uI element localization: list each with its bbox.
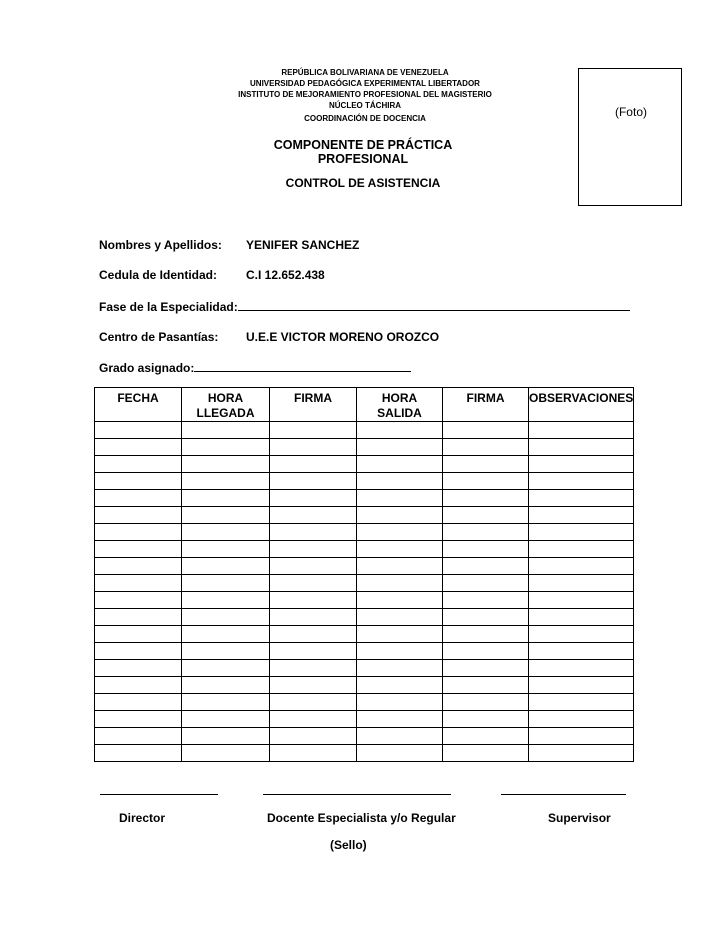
col-header-signature-2: FIRMA — [443, 388, 529, 422]
id-label: Cedula de Identidad: — [99, 268, 218, 282]
table-cell[interactable] — [357, 728, 443, 745]
table-cell[interactable] — [443, 524, 529, 541]
table-cell[interactable] — [270, 422, 357, 439]
table-cell[interactable] — [357, 609, 443, 626]
table-row — [95, 558, 634, 575]
table-cell[interactable] — [270, 711, 357, 728]
id-value: C.I 12.652.438 — [246, 268, 325, 282]
table-cell[interactable] — [95, 490, 182, 507]
attendance-table — [94, 387, 634, 762]
table-cell[interactable] — [357, 558, 443, 575]
table-cell[interactable] — [357, 575, 443, 592]
table-cell[interactable] — [182, 694, 270, 711]
phase-field — [99, 299, 630, 314]
grade-label: Grado asignado: — [99, 361, 195, 375]
table-cell[interactable] — [95, 660, 182, 677]
header-coordination: COORDINACIÓN DE DOCENCIA — [304, 114, 426, 123]
table-cell[interactable] — [182, 728, 270, 745]
col-header-arrival — [182, 388, 270, 422]
table-cell[interactable] — [270, 541, 357, 558]
table-cell[interactable] — [182, 490, 270, 507]
table-cell[interactable] — [529, 575, 634, 592]
table-cell[interactable] — [182, 507, 270, 524]
table-cell[interactable] — [182, 456, 270, 473]
table-cell[interactable] — [270, 677, 357, 694]
table-cell[interactable] — [270, 524, 357, 541]
table-cell[interactable] — [270, 728, 357, 745]
col-header-date: FECHA — [95, 388, 182, 422]
table-cell[interactable] — [529, 541, 634, 558]
table-cell[interactable] — [95, 422, 182, 439]
table-cell[interactable] — [357, 439, 443, 456]
table-cell[interactable] — [95, 609, 182, 626]
table-cell[interactable] — [182, 422, 270, 439]
table-cell[interactable] — [182, 745, 270, 762]
table-cell[interactable] — [270, 643, 357, 660]
table-cell[interactable] — [357, 524, 443, 541]
table-cell[interactable] — [357, 643, 443, 660]
seal-label: (Sello) — [330, 838, 367, 852]
table-cell[interactable] — [182, 541, 270, 558]
table-cell[interactable] — [95, 745, 182, 762]
table-cell[interactable] — [529, 592, 634, 609]
table-cell[interactable] — [357, 592, 443, 609]
table-cell[interactable] — [357, 660, 443, 677]
table-cell[interactable] — [357, 473, 443, 490]
table-cell[interactable] — [95, 507, 182, 524]
table-cell[interactable] — [270, 473, 357, 490]
table-row — [95, 694, 634, 711]
center-label: Centro de Pasantías: — [99, 330, 219, 344]
table-cell[interactable] — [529, 660, 634, 677]
table-cell[interactable] — [357, 677, 443, 694]
table-cell[interactable] — [529, 456, 634, 473]
table-cell[interactable] — [357, 422, 443, 439]
table-cell[interactable] — [95, 541, 182, 558]
table-row — [95, 609, 634, 626]
table-row — [95, 473, 634, 490]
table-cell[interactable] — [95, 694, 182, 711]
table-cell[interactable] — [270, 439, 357, 456]
col-header-departure-text: HORA SALIDA — [377, 391, 422, 420]
table-cell[interactable] — [357, 490, 443, 507]
table-cell[interactable] — [95, 626, 182, 643]
table-cell[interactable] — [182, 677, 270, 694]
header-university: UNIVERSIDAD PEDAGÓGICA EXPERIMENTAL LIBERTADOR — [250, 79, 480, 88]
table-cell[interactable] — [443, 490, 529, 507]
table-cell[interactable] — [95, 711, 182, 728]
table-cell[interactable] — [443, 745, 529, 762]
table-cell[interactable] — [443, 439, 529, 456]
table-cell[interactable] — [443, 422, 529, 439]
teacher-label: Docente Especialista y/o Regular — [267, 811, 456, 825]
table-cell[interactable] — [529, 677, 634, 694]
table-row — [95, 745, 634, 762]
table-cell[interactable] — [529, 473, 634, 490]
table-row — [95, 677, 634, 694]
table-cell[interactable] — [443, 677, 529, 694]
table-cell[interactable] — [95, 456, 182, 473]
table-cell[interactable] — [182, 524, 270, 541]
table-cell[interactable] — [443, 456, 529, 473]
table-cell[interactable] — [95, 643, 182, 660]
table-cell[interactable] — [270, 456, 357, 473]
name-value: YENIFER SANCHEZ — [246, 238, 360, 252]
table-cell[interactable] — [529, 609, 634, 626]
table-cell[interactable] — [443, 592, 529, 609]
table-cell[interactable] — [529, 439, 634, 456]
table-cell[interactable] — [443, 643, 529, 660]
header-nucleus: NÚCLEO TÁCHIRA — [329, 101, 401, 110]
table-cell[interactable] — [529, 728, 634, 745]
header-republic: REPÚBLICA BOLIVARIANA DE VENEZUELA — [281, 68, 449, 77]
table-cell[interactable] — [182, 473, 270, 490]
table-cell[interactable] — [357, 694, 443, 711]
table-cell[interactable] — [95, 558, 182, 575]
table-row — [95, 592, 634, 609]
table-cell[interactable] — [357, 541, 443, 558]
table-cell[interactable] — [182, 609, 270, 626]
attendance-body — [95, 422, 634, 762]
col-header-arrival-text: HORA LLEGADA — [196, 391, 255, 420]
grade-blank-line[interactable] — [194, 360, 411, 372]
table-cell[interactable] — [529, 694, 634, 711]
table-row — [95, 626, 634, 643]
table-cell[interactable] — [270, 660, 357, 677]
control-title: CONTROL DE ASISTENCIA — [285, 176, 441, 190]
table-row — [95, 456, 634, 473]
col-header-signature-1: FIRMA — [270, 388, 357, 422]
table-cell[interactable] — [443, 575, 529, 592]
table-cell[interactable] — [357, 711, 443, 728]
table-cell[interactable] — [270, 745, 357, 762]
table-cell[interactable] — [182, 558, 270, 575]
table-cell[interactable] — [270, 694, 357, 711]
table-cell[interactable] — [529, 490, 634, 507]
table-cell[interactable] — [270, 507, 357, 524]
table-row — [95, 439, 634, 456]
table-cell[interactable] — [443, 694, 529, 711]
name-label: Nombres y Apellidos: — [99, 238, 222, 252]
table-cell[interactable] — [443, 558, 529, 575]
teacher-signature-line[interactable] — [263, 794, 451, 795]
table-cell[interactable] — [95, 524, 182, 541]
table-row — [95, 524, 634, 541]
phase-label: Fase de la Especialidad: — [99, 300, 238, 314]
header-institute: INSTITUTO DE MEJORAMIENTO PROFESIONAL DEL MAGISTERIO — [238, 90, 492, 99]
photo-label: (Foto) — [614, 105, 647, 119]
supervisor-signature-line[interactable] — [501, 794, 626, 795]
table-cell[interactable] — [270, 558, 357, 575]
table-cell[interactable] — [95, 677, 182, 694]
table-header-row — [95, 388, 634, 422]
table-row — [95, 660, 634, 677]
phase-blank-line[interactable] — [238, 299, 630, 311]
table-row — [95, 643, 634, 660]
table-cell[interactable] — [529, 524, 634, 541]
table-cell[interactable] — [182, 626, 270, 643]
table-cell[interactable] — [357, 745, 443, 762]
table-cell[interactable] — [529, 745, 634, 762]
table-cell[interactable] — [270, 490, 357, 507]
table-cell[interactable] — [182, 711, 270, 728]
director-label: Director — [119, 811, 166, 825]
table-cell[interactable] — [443, 711, 529, 728]
table-cell[interactable] — [270, 575, 357, 592]
table-cell[interactable] — [95, 473, 182, 490]
table-cell[interactable] — [182, 592, 270, 609]
table-cell[interactable] — [529, 558, 634, 575]
table-row — [95, 490, 634, 507]
table-cell[interactable] — [529, 422, 634, 439]
table-cell[interactable] — [443, 728, 529, 745]
supervisor-label: Supervisor — [548, 811, 611, 825]
table-cell[interactable] — [529, 643, 634, 660]
table-cell[interactable] — [182, 660, 270, 677]
table-cell[interactable] — [182, 439, 270, 456]
table-cell[interactable] — [95, 575, 182, 592]
center-value: U.E.E VICTOR MORENO OROZCO — [246, 330, 440, 344]
table-cell[interactable] — [443, 609, 529, 626]
table-cell[interactable] — [443, 507, 529, 524]
table-cell[interactable] — [443, 626, 529, 643]
table-cell[interactable] — [95, 439, 182, 456]
component-title: COMPONENTE DE PRÁCTICA PROFESIONAL — [273, 138, 453, 166]
table-cell[interactable] — [443, 473, 529, 490]
table-row — [95, 507, 634, 524]
table-cell[interactable] — [357, 456, 443, 473]
col-header-observations: OBSERVACIONES — [529, 388, 634, 422]
col-header-departure — [357, 388, 443, 422]
table-cell[interactable] — [270, 609, 357, 626]
table-cell[interactable] — [182, 575, 270, 592]
table-cell[interactable] — [270, 592, 357, 609]
table-cell[interactable] — [182, 643, 270, 660]
table-cell[interactable] — [529, 626, 634, 643]
table-cell[interactable] — [529, 507, 634, 524]
table-row — [95, 711, 634, 728]
table-cell[interactable] — [357, 626, 443, 643]
table-cell[interactable] — [95, 592, 182, 609]
table-cell[interactable] — [95, 728, 182, 745]
table-cell[interactable] — [529, 711, 634, 728]
table-cell[interactable] — [443, 541, 529, 558]
table-row — [95, 728, 634, 745]
director-signature-line[interactable] — [100, 794, 218, 795]
grade-field — [99, 360, 411, 375]
table-cell[interactable] — [443, 660, 529, 677]
table-cell[interactable] — [357, 507, 443, 524]
table-cell[interactable] — [270, 626, 357, 643]
table-row — [95, 422, 634, 439]
table-row — [95, 575, 634, 592]
photo-box — [578, 68, 682, 206]
table-row — [95, 541, 634, 558]
